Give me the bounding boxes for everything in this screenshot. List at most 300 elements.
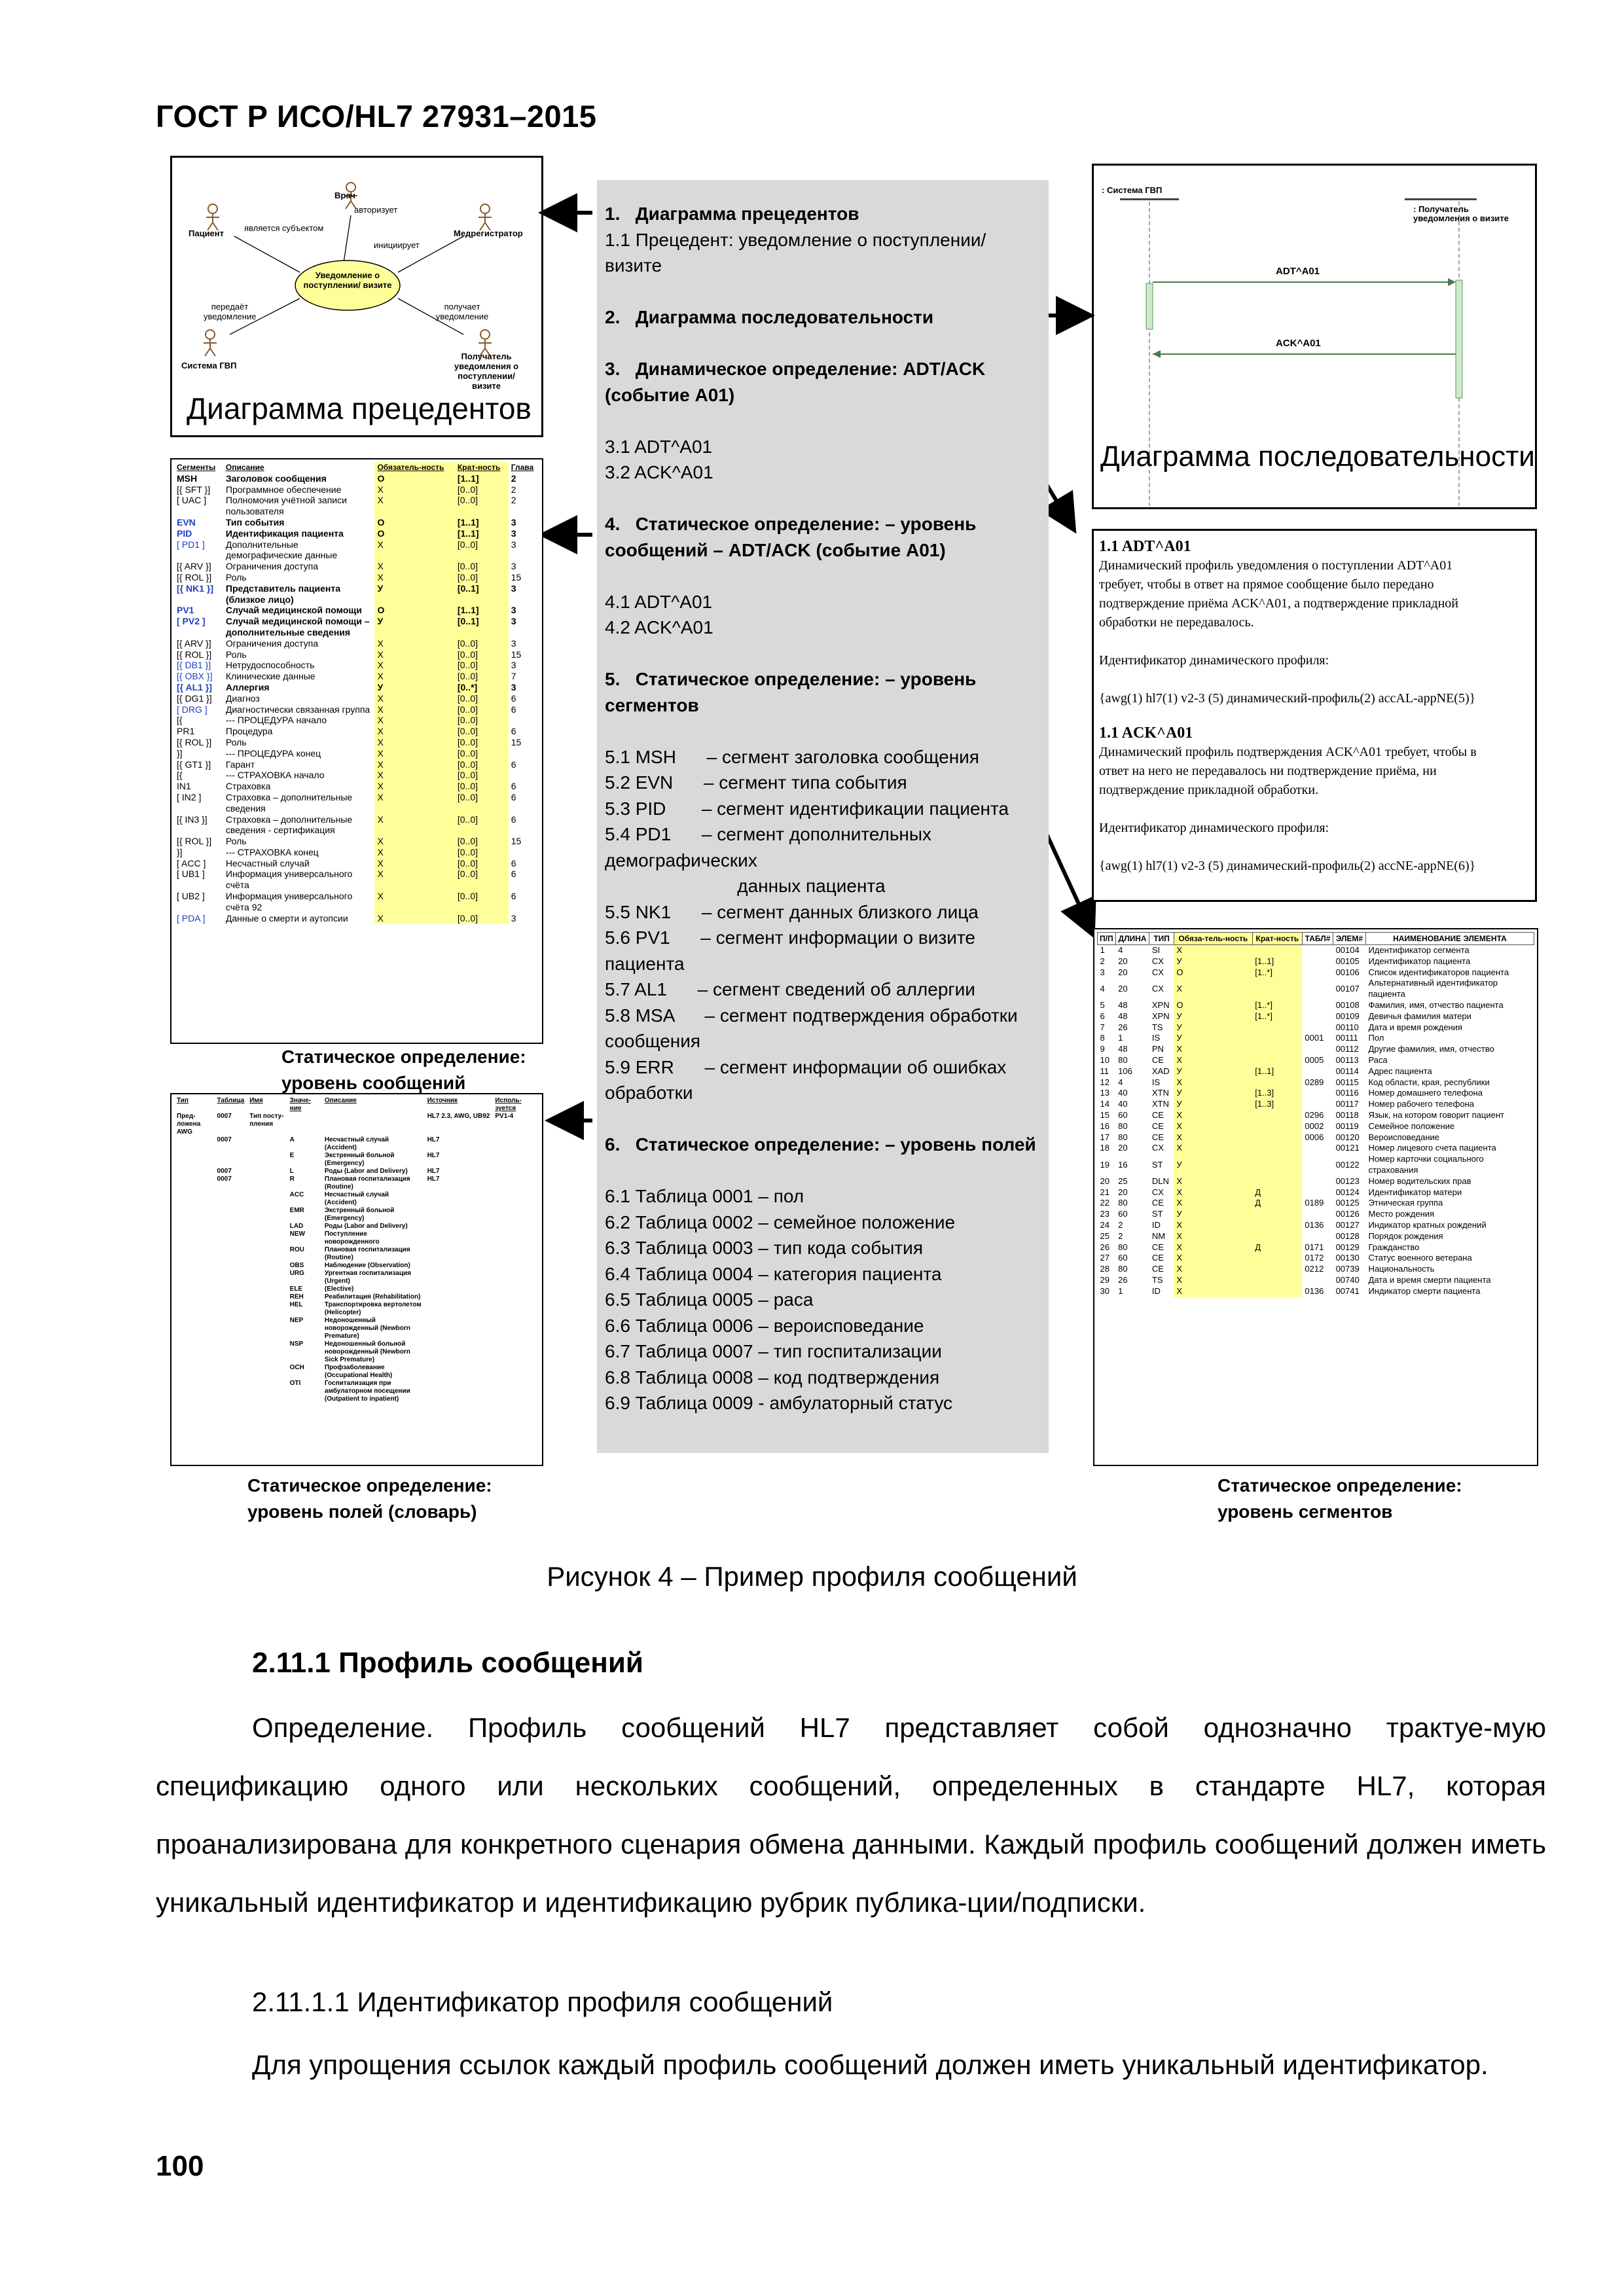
table-row — [174, 792, 539, 814]
table-row — [174, 1152, 539, 1168]
subsection-title: 2.11.1.1 Идентификатор профиля сообщений — [252, 1986, 833, 2017]
table-cell: У — [374, 682, 454, 693]
table-cell: 00106 — [1335, 967, 1360, 977]
table-cell: REH — [289, 1293, 304, 1300]
column-header: Крат-ность — [455, 462, 509, 473]
table-row — [174, 605, 539, 616]
table-row — [1098, 1286, 1534, 1297]
paragraph-identifier: Для упрощения ссылок каждый профиль сообщений должен иметь уникальный идентификатор. — [252, 2049, 1489, 2080]
panel-line: визите — [605, 255, 662, 276]
table-cell — [492, 1136, 539, 1152]
table-cell: CE — [1151, 1132, 1164, 1142]
panel-line — [605, 331, 1049, 357]
table-cell — [1302, 956, 1333, 967]
table-cell: SI — [1151, 945, 1161, 955]
table-row — [174, 737, 539, 748]
figure-caption: Рисунок 4 – Пример профиля сообщений — [547, 1561, 1077, 1592]
table-cell: DLN — [1151, 1175, 1169, 1186]
table-cell — [247, 1270, 287, 1285]
table-cell — [247, 1293, 287, 1301]
paragraph-definition: Определение. Профиль сообщений HL7 представляет собой однозначно трактуе-мую спецификацию одного или нескольких сообщений, определенных в стандарте HL7, которая проанализирована для конкретного сценария обмена данными. Каждый профиль сообщений должен иметь уникальный идентификатор и идентификацию рубрик публика-ции/подписки. — [156, 1712, 1546, 1918]
ack-title: 1.1 ACK^A01 — [1099, 725, 1193, 742]
table-cell: Порядок рождения — [1368, 1230, 1443, 1241]
table-cell: Экстренный больной (Emergency) — [324, 1152, 395, 1167]
table-cell: X — [374, 572, 454, 583]
table-cell — [1252, 1132, 1302, 1143]
table-cell: X — [374, 770, 454, 781]
table-cell: 0289 — [1305, 1077, 1324, 1087]
table-cell — [1252, 945, 1302, 956]
table-cell: X — [374, 858, 454, 869]
table-cell: 48 — [1118, 999, 1128, 1010]
table-cell: 00110 — [1335, 1022, 1359, 1032]
table-cell — [1252, 1209, 1302, 1220]
table-cell: 00125 — [1335, 1198, 1360, 1208]
table-cell — [1252, 1275, 1302, 1286]
table-row — [174, 847, 539, 858]
table-cell — [247, 1301, 287, 1317]
table-cell: XAD — [1151, 1066, 1170, 1076]
column-header: Описание — [324, 1097, 357, 1104]
table-cell: 00116 — [1335, 1088, 1359, 1098]
table-cell: [0..0] — [455, 638, 509, 649]
table-cell: XPN — [1151, 1011, 1170, 1021]
table-row — [174, 484, 539, 495]
table-cell: NEP — [289, 1317, 304, 1324]
table-cell: 3 — [511, 605, 516, 616]
table-cell: 15 — [1100, 1109, 1110, 1120]
panel-line: данных пациента — [605, 876, 886, 896]
table-cell: 00109 — [1335, 1011, 1360, 1021]
panel-line: 5.5 NK1 – сегмент данных близкого лица — [605, 901, 979, 922]
table-cell: [{ AL1 }] — [177, 681, 212, 692]
table-row — [174, 561, 539, 572]
table-cell — [1302, 1176, 1333, 1187]
table-cell — [492, 1230, 539, 1246]
table-cell: X — [374, 715, 454, 726]
table-row — [174, 1270, 539, 1285]
table-cell: 20 — [1118, 1143, 1128, 1153]
panel-line: демографических — [605, 850, 757, 870]
table-cell — [174, 1301, 215, 1317]
table-cell: URG — [289, 1270, 304, 1277]
table-cell: Страховка – дополнительные сведения — [225, 791, 353, 814]
table-cell: 15 — [511, 571, 522, 583]
table-cell — [492, 1207, 539, 1223]
table-cell: У — [1174, 1066, 1252, 1077]
panel-line: 6.8 Таблица 0008 – код подтверждения — [605, 1367, 940, 1388]
panel-line: 5. Статическое определение: – уровень — [605, 669, 977, 689]
column-header: Крат-ность — [1252, 933, 1302, 945]
table-row — [1098, 1220, 1534, 1231]
table-cell: [0..0] — [455, 704, 509, 715]
table-cell: [0..0] — [455, 748, 509, 759]
table-cell: PR1 — [177, 726, 195, 737]
table-cell: Альтернативный идентификатор пациента — [1368, 978, 1498, 999]
caption-line: Статическое определение: — [247, 1475, 492, 1496]
table-row — [1098, 1242, 1534, 1253]
table-cell: У — [1174, 1099, 1252, 1110]
table-cell — [174, 1223, 215, 1230]
table-cell: X — [374, 737, 454, 748]
table-cell: Клинические данные — [225, 671, 316, 682]
table-row — [174, 495, 539, 517]
table-cell: Идентификация пациента — [225, 528, 344, 539]
table-cell: 00115 — [1335, 1077, 1359, 1087]
table-cell: 3 — [511, 539, 516, 550]
table-cell — [1252, 1154, 1302, 1176]
profile-structure-panel — [597, 180, 1049, 1453]
table-cell: Тип события — [225, 516, 285, 528]
table-cell: 0007 — [217, 1136, 232, 1143]
usecase-caption: Диаграмма прецедентов — [187, 391, 532, 425]
table-row — [174, 726, 539, 737]
column-header: ТИП — [1149, 933, 1174, 945]
table-cell: У — [1174, 956, 1252, 967]
panel-line: 6.2 Таблица 0002 – семейное положение — [605, 1211, 956, 1232]
table-cell: X — [374, 660, 454, 671]
table-cell: [0..0] — [455, 539, 509, 562]
table-cell: X — [374, 781, 454, 792]
table-cell — [247, 1262, 287, 1270]
table-cell: 2 — [1118, 1230, 1123, 1241]
message-adt: ADT^A01 — [1276, 266, 1320, 277]
table-row — [1098, 1044, 1534, 1055]
table-row — [174, 781, 539, 792]
table-header-row — [1098, 933, 1534, 945]
segment-level-caption — [1218, 1473, 1462, 1525]
table-cell — [425, 1285, 493, 1293]
table-cell: }] — [177, 747, 183, 759]
table-cell: CX — [1151, 983, 1164, 994]
table-cell — [247, 1152, 287, 1168]
table-cell — [215, 1223, 247, 1230]
table-cell: Плановая госпитализация (Routine) — [324, 1246, 410, 1261]
table-cell: X — [1174, 1231, 1252, 1242]
table-row — [1098, 1011, 1534, 1022]
table-row — [174, 836, 539, 847]
table-row — [174, 759, 539, 770]
table-cell: HL7 2.3, AWG, UB92 — [427, 1113, 490, 1120]
table-cell: 0007 — [217, 1168, 232, 1175]
table-cell: 12 — [1100, 1077, 1110, 1087]
table-cell — [1302, 1143, 1333, 1154]
table-cell: Пол — [1368, 1033, 1384, 1043]
table-row — [174, 1136, 539, 1152]
table-cell — [215, 1191, 247, 1207]
table-cell: [1..1] — [1252, 1066, 1302, 1077]
table-cell: [0..0] — [455, 858, 509, 869]
table-cell: Недоношенный новорожденный (Newborn Premature) — [324, 1317, 410, 1340]
column-header: Сегменты — [177, 463, 216, 472]
column-header: ТАБЛ# — [1302, 933, 1333, 945]
table-row — [174, 539, 539, 562]
table-cell: [1..1] — [455, 473, 509, 484]
table-cell: X — [374, 484, 454, 495]
usecase-label: Уведомление о поступлении/ визите — [303, 270, 392, 290]
table-cell: [0..1] — [455, 583, 509, 605]
table-cell: [{ ROL }] — [177, 736, 212, 747]
table-cell — [247, 1230, 287, 1246]
column-header: П/П — [1098, 933, 1116, 945]
table-row — [1098, 1055, 1534, 1066]
table-cell — [215, 1317, 247, 1340]
table-cell: X — [374, 792, 454, 814]
table-cell: [{ — [177, 715, 183, 726]
table-cell: Раса — [1368, 1054, 1388, 1065]
table-cell: X — [374, 836, 454, 847]
ack-text-line: ответ на него не передавалось ни подтверждение приёма, ни — [1099, 764, 1437, 778]
table-cell: CE — [1151, 1198, 1164, 1208]
table-cell: Поступление новорожденного — [324, 1230, 380, 1246]
table-cell: X — [1174, 1077, 1252, 1088]
table-cell: 6 — [511, 704, 516, 715]
table-cell: [{ ROL }] — [177, 649, 212, 660]
table-cell: 00120 — [1335, 1132, 1360, 1142]
table-cell: 13 — [1100, 1088, 1110, 1098]
table-cell: Ограничения доступа — [225, 561, 318, 572]
panel-line: 3.2 ACK^A01 — [605, 462, 713, 482]
table-cell: 00741 — [1335, 1285, 1360, 1296]
table-cell — [1252, 1253, 1302, 1264]
table-cell: X — [1174, 978, 1252, 1000]
caption-line: уровень полей (словарь) — [247, 1501, 477, 1522]
table-row — [174, 1175, 539, 1191]
table-row — [174, 1191, 539, 1207]
table-cell — [425, 1293, 493, 1301]
table-cell: Номер рабочего телефона — [1368, 1099, 1474, 1109]
table-cell: Язык, на котором говорит пациент — [1368, 1109, 1504, 1120]
table-cell: [ UAC ] — [177, 495, 207, 506]
table-cell: 8 — [1100, 1033, 1105, 1043]
panel-line: 5.1 MSH – сегмент заголовка сообщения — [605, 746, 979, 767]
table-cell: Гражданство — [1368, 1242, 1420, 1252]
table-row — [174, 616, 539, 638]
table-cell: Д — [1252, 1198, 1302, 1209]
table-cell — [174, 1364, 215, 1380]
table-row — [1098, 967, 1534, 978]
table-cell: 17 — [1100, 1132, 1110, 1142]
table-row — [174, 1285, 539, 1293]
table-cell: Роды (Labor and Delivery) — [324, 1168, 408, 1175]
table-cell: HL7 — [427, 1152, 440, 1159]
table-cell — [247, 1380, 287, 1403]
table-row — [174, 528, 539, 539]
table-cell — [322, 1113, 425, 1136]
adt-text-line: подтверждение приёма ACK^A01, а подтверждение прикладной — [1099, 596, 1458, 611]
panel-line: 1. Диаграмма прецедентов — [605, 204, 859, 224]
table-cell: Роды (Labor and Delivery) — [324, 1223, 408, 1230]
table-cell: 00740 — [1335, 1274, 1360, 1285]
table-cell: IS — [1151, 1033, 1161, 1043]
table-cell: [0..0] — [455, 726, 509, 737]
table-cell — [174, 1136, 215, 1152]
table-cell: NM — [1151, 1230, 1166, 1241]
table-cell: [{ OBX }] — [177, 671, 213, 682]
table-cell — [247, 1364, 287, 1380]
relation-authorizes: авторизует — [354, 205, 398, 215]
table-cell: Плановая госпитализация (Routine) — [324, 1175, 410, 1191]
table-cell: OCH — [289, 1364, 304, 1371]
table-cell: X — [374, 847, 454, 858]
table-cell: 24 — [1100, 1219, 1110, 1230]
table-cell: 80 — [1118, 1054, 1128, 1065]
table-cell: 2 — [1118, 1219, 1123, 1230]
table-cell — [247, 1317, 287, 1340]
table-cell: 4 — [1118, 1077, 1123, 1087]
table-cell — [247, 1191, 287, 1207]
table-cell: Индикатор кратных рождений — [1368, 1219, 1487, 1230]
table-row — [1098, 1253, 1534, 1264]
table-row — [174, 1364, 539, 1380]
table-cell: [1..1] — [455, 528, 509, 539]
table-cell: PV1 — [177, 605, 194, 616]
table-cell — [174, 1207, 215, 1223]
table-cell: X — [1174, 1110, 1252, 1121]
table-cell: 00111 — [1335, 1033, 1358, 1043]
table-cell: OBS — [289, 1262, 304, 1269]
table-cell: X — [374, 649, 454, 660]
table-cell: Пред-ложена AWG — [177, 1113, 201, 1136]
table-cell: 00128 — [1335, 1230, 1360, 1241]
table-cell: Несчастный случай (Accident) — [324, 1191, 389, 1206]
ack-id-label: Идентификатор динамического профиля: — [1099, 821, 1329, 835]
table-cell: X — [374, 748, 454, 759]
table-cell: X — [374, 671, 454, 682]
table-cell: 20 — [1118, 983, 1128, 994]
table-cell: X — [374, 759, 454, 770]
adt-id-label: Идентификатор динамического профиля: — [1099, 653, 1329, 668]
table-cell: X — [374, 869, 454, 891]
table-cell: 0296 — [1305, 1109, 1324, 1120]
table-cell: 00105 — [1335, 956, 1360, 966]
panel-line: пациента — [605, 953, 685, 974]
table-cell: 6 — [511, 814, 516, 825]
table-cell — [509, 770, 539, 781]
table-cell: --- СТРАХОВКА начало — [225, 770, 325, 781]
table-cell: Роль — [225, 649, 247, 660]
table-cell: HL7 — [427, 1175, 440, 1183]
table-cell — [1252, 1077, 1302, 1088]
table-row — [174, 869, 539, 891]
table-cell: 3 — [511, 637, 516, 649]
table-cell — [247, 1285, 287, 1293]
table-cell — [247, 1136, 287, 1152]
table-cell: 00107 — [1335, 983, 1360, 994]
table-row — [174, 1207, 539, 1223]
table-cell — [247, 1207, 287, 1223]
table-cell: 0171 — [1305, 1242, 1324, 1252]
panel-line: 4. Статическое определение: – уровень — [605, 514, 977, 534]
table-cell: [0..1] — [455, 616, 509, 638]
table-cell: Госпитализация при амбулаторном посещении (Outpatient to inpatient) — [324, 1380, 410, 1403]
table-row — [1098, 978, 1534, 1000]
table-cell: L — [289, 1168, 294, 1175]
table-cell: [ ACC ] — [177, 857, 206, 869]
table-cell: 00126 — [1335, 1209, 1360, 1219]
table-cell: 00739 — [1335, 1264, 1360, 1274]
table-cell: ROU — [289, 1246, 304, 1253]
table-row — [174, 1380, 539, 1403]
table-row — [174, 660, 539, 671]
table-cell: 0136 — [1305, 1285, 1324, 1296]
table-cell: 15 — [511, 649, 522, 660]
table-cell: Адрес пациента — [1368, 1066, 1432, 1076]
table-cell: [1..1] — [455, 517, 509, 528]
table-row — [174, 913, 539, 924]
table-cell — [1302, 1275, 1333, 1286]
table-cell: R — [289, 1175, 295, 1183]
table-cell: 3 — [511, 660, 516, 671]
table-cell: [0..0] — [455, 781, 509, 792]
table-cell: 1 — [1100, 945, 1105, 955]
table-cell: [0..0] — [455, 660, 509, 671]
table-cell — [492, 1223, 539, 1230]
table-cell — [425, 1223, 493, 1230]
table-row — [1098, 1132, 1534, 1143]
table-cell — [492, 1175, 539, 1191]
table-cell: 7 — [1100, 1022, 1105, 1032]
table-cell: 0172 — [1305, 1253, 1324, 1263]
table-cell: У — [1174, 1011, 1252, 1022]
table-cell: 00113 — [1335, 1054, 1359, 1065]
table-cell: Представитель пациента (близкое лицо) — [225, 583, 340, 605]
table-cell: Ограничения доступа — [225, 637, 318, 649]
table-cell: Недоношенный больной новорожденный (Newborn Sick Premature) — [324, 1340, 410, 1363]
table-cell: IS — [1151, 1077, 1161, 1087]
table-cell: [ DRG ] — [177, 704, 208, 715]
table-cell — [509, 748, 539, 759]
table-cell — [174, 1293, 215, 1301]
table-cell: X — [1174, 1055, 1252, 1066]
panel-line: 5.9 ERR – сегмент информации об ошибках — [605, 1056, 1007, 1077]
table-row — [1098, 1110, 1534, 1121]
panel-line: 6.4 Таблица 0004 – категория пациента — [605, 1263, 942, 1284]
panel-line — [605, 1158, 1049, 1184]
table-cell: 3 — [511, 516, 516, 528]
table-cell: 00112 — [1335, 1044, 1359, 1054]
table-cell — [492, 1152, 539, 1168]
table-cell — [1302, 1000, 1333, 1011]
table-cell — [287, 1113, 322, 1136]
table-cell — [509, 847, 539, 858]
table-cell: ID — [1151, 1285, 1161, 1296]
table-cell: Аллергия — [225, 681, 270, 692]
table-cell: 25 — [1100, 1230, 1110, 1241]
table-cell: Наблюдение (Observation) — [324, 1262, 410, 1269]
table-cell: [1..3] — [1252, 1099, 1302, 1110]
table-cell — [174, 1246, 215, 1262]
table-cell: 00124 — [1335, 1187, 1360, 1197]
dynamic-definition-box — [1092, 529, 1537, 902]
relation-initiates: инициирует — [374, 240, 420, 250]
table-cell: X — [1174, 1132, 1252, 1143]
table-cell: CX — [1151, 1187, 1164, 1197]
table-cell: Д — [1252, 1187, 1302, 1198]
table-cell: [ PD1 ] — [177, 539, 205, 550]
table-cell: 15 — [511, 736, 522, 747]
table-row — [1098, 1209, 1534, 1220]
table-cell: ACC — [289, 1191, 304, 1198]
table-cell: CX — [1151, 956, 1164, 966]
actor-system: Система ГВП — [181, 361, 237, 370]
table-cell: 3 — [511, 561, 516, 572]
table-cell — [1302, 1066, 1333, 1077]
ack-text-line: Динамический профиль подтверждения ACK^A01 требует, чтобы в — [1099, 745, 1477, 759]
table-cell — [492, 1262, 539, 1270]
table-cell: 30 — [1100, 1285, 1110, 1296]
table-cell: [0..0] — [455, 693, 509, 704]
